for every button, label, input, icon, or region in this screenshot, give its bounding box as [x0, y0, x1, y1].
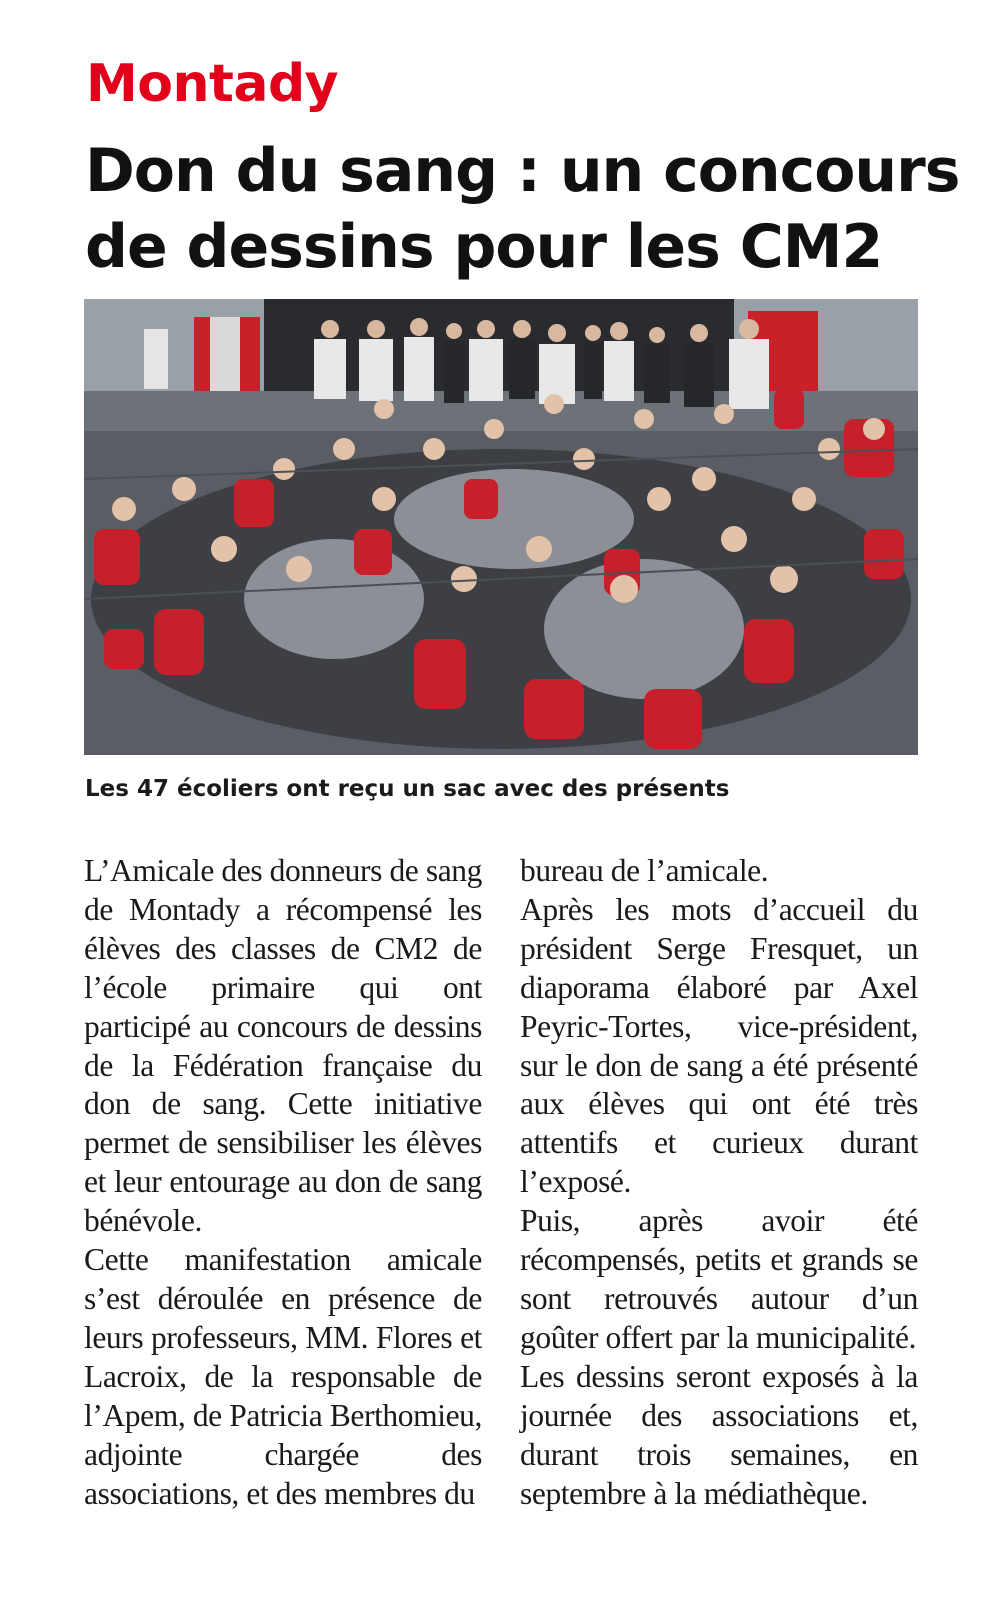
paragraph: Cette manifestation amicale s’est déroulée en présence de leurs professeurs, MM. Flores et Lacroix, de la responsable de l’Apem, de Patricia Berthomieu, adjointe chargée des associations, et des membres du: [84, 1242, 482, 1511]
photo-caption: Les 47 écoliers ont reçu un sac avec des présents: [85, 776, 730, 802]
paragraph: bureau de l’amicale.: [520, 853, 769, 888]
headline: Don du sang : un concours de dessins pour les CM2: [85, 136, 960, 282]
section-kicker: Montady: [86, 54, 339, 114]
article-column-left: [84, 852, 482, 1513]
paragraph: L’Amicale des donneurs de sang de Montady a récompensé les élèves des classes de CM2 de l’école primaire qui ont participé au concours de dessins de la Fédération française du don de sang. Cette initiative permet de sensibiliser les élèves et leur entourage au don de sang bénévole.: [84, 853, 482, 1239]
paragraph: Puis, après avoir été récompensés, petits et grands se sont retrouvés autour d’un goûter offert par la municipalité.: [520, 1203, 918, 1355]
group-photo: [84, 299, 918, 755]
paragraph: Les dessins seront exposés à la journée des associations et, durant trois semaines, en septembre à la médiathèque.: [520, 1358, 918, 1511]
article-column-right: [520, 852, 918, 1513]
paragraph: Après les mots d’accueil du président Serge Fresquet, un diaporama élaboré par Axel Peyric-Tortes, vice-président, sur le don de sang a été présenté aux élèves qui ont été très attentifs et curieux durant l’exposé.: [520, 891, 918, 1200]
